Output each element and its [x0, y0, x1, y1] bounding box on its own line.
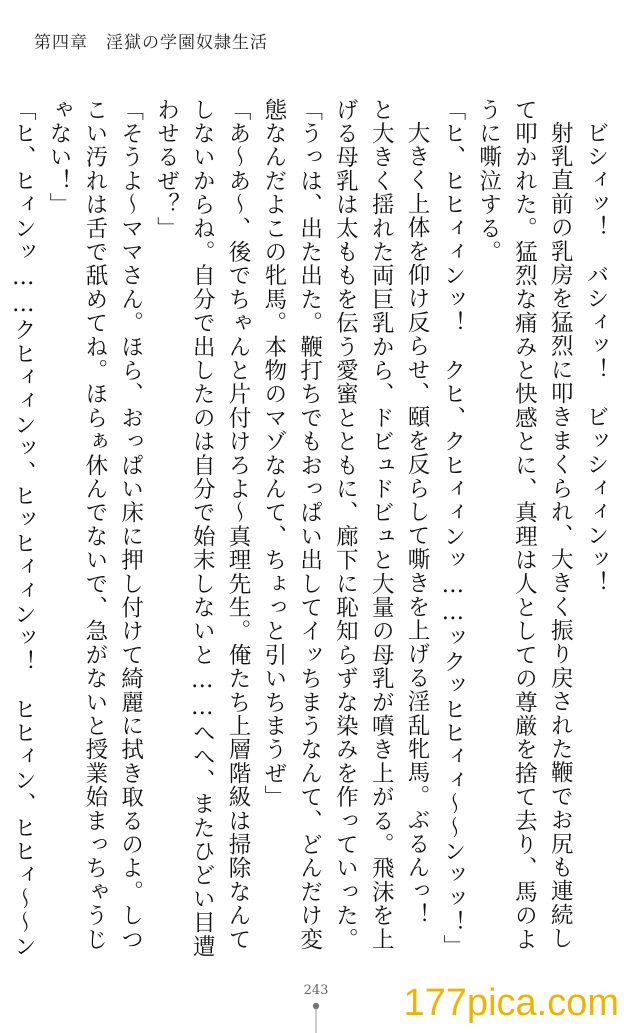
page-marker-icon [312, 1002, 320, 1033]
dialogue-6: 「あ〜あ〜、後でちゃんと片付けろよ〜真理先生。俺たち上層階級は掃除なんてしないからね。自分で出したのは自分で始末しないと……へへ、またひどい目遭わせるぜ？」 [153, 98, 252, 959]
site-watermark: 177pica.com [403, 982, 619, 1024]
chapter-running-header: 第四章 淫獄の学園奴隷生活 [34, 33, 268, 53]
dialogue-5: 「うっは、出た出た。鞭打ちでもおっぱい出してイッちまうなんて、どんだけ変態なんだよこの牝馬。本物のマゾなんて、ちょっと引いちまうぜ」 [260, 98, 323, 952]
dialogue-3: 「ヒ、ヒヒィィンッ！ クヒ、クヒィィンッ……ックッヒヒィィ〜〜ンッッ！」 [439, 98, 466, 959]
paragraph-1: ビシィッ！ バシィッ！ ビッシィィンッ！ [583, 120, 609, 595]
paragraph-4: 大きく上体を仰け反らせ、頤を反らして嘶きを上げる淫乱牝馬。ぶるんっ！ と大きく揺れた両巨乳から、ドビュドビュと大量の母乳が噴き上がる。飛沫を上げる母乳は太ももを伝う愛蜜とともに、廊下に恥知らずな染みを作っていった。 [332, 98, 431, 952]
vertical-body-text [10, 98, 613, 960]
dialogue-8: 「ヒ、ヒィンッ……クヒィィンッ、ヒッヒィィンッ！ ヒヒィン、ヒヒィ〜〜ン [10, 98, 37, 959]
paragraph-2: 射乳直前の乳房を猛烈に叩きまくられ、大きく振り戻された鞭でお尻も連続して叩かれた。猛烈な痛みと快感とに、真理は人としての尊厳を捨て去り、馬のように嘶泣する。 [475, 98, 574, 952]
page-number: 243 [303, 983, 329, 998]
dialogue-7: 「そうよ〜ママさん。ほら、おっぱい床に押し付けて綺麗に拭き取るのよ。しつこい汚れは舌で舐めてね。ほらぁ休んでないで、急がないと授業始まっちゃうじゃない！」 [46, 98, 144, 952]
